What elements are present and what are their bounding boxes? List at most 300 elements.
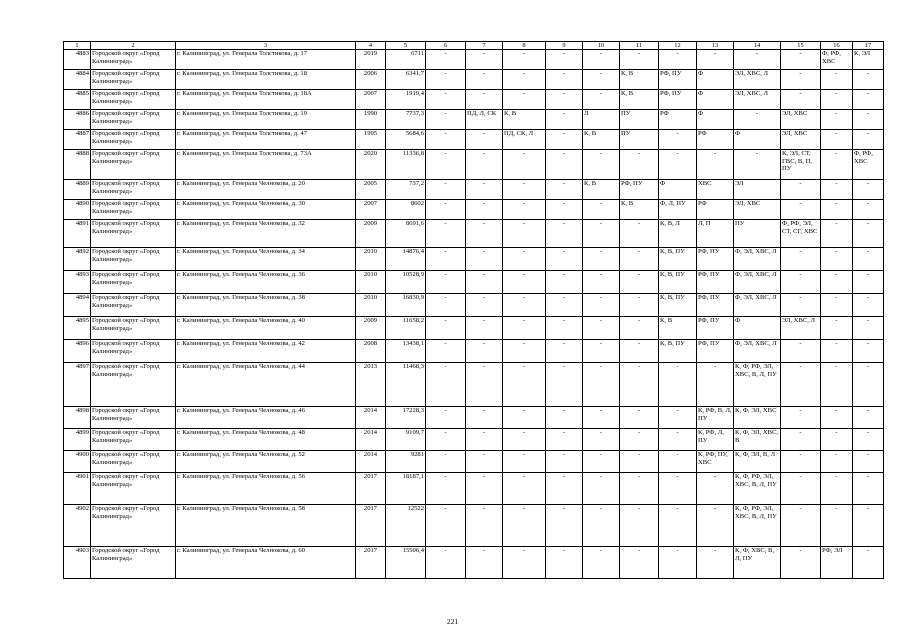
- table-row: [64, 429, 884, 451]
- table-cell-col-12: -: [659, 150, 697, 180]
- table-cell-col-4: 2009: [356, 317, 386, 340]
- table-cell-col-2: Городской округ «Город Калининград»: [91, 429, 176, 451]
- table-cell-col-8: -: [503, 271, 546, 294]
- table-cell-col-10: -: [583, 294, 620, 317]
- column-header-9: 9: [546, 42, 583, 50]
- row-number-cell: 4893: [64, 271, 91, 294]
- row-number-cell: 4902: [64, 505, 91, 547]
- table-row: [64, 547, 884, 579]
- table-cell-col-15: -: [781, 505, 821, 547]
- table-cell-col-17: -: [853, 505, 884, 547]
- table-cell-col-10: -: [583, 90, 620, 110]
- table-cell-col-11: -: [620, 505, 659, 547]
- table-cell-col-4: 2007: [356, 200, 386, 220]
- table-row: [64, 70, 884, 90]
- table-cell-col-5: 17228,3: [386, 407, 426, 429]
- table-cell-col-6: -: [426, 200, 466, 220]
- column-header-14: 14: [734, 42, 781, 50]
- table-cell-col-2: Городской округ «Город Калининград»: [91, 473, 176, 505]
- table-cell-col-17: -: [853, 248, 884, 271]
- column-header-8: 8: [503, 42, 546, 50]
- table-cell-col-13: К, РФ, ПУ, ХВС: [697, 451, 734, 473]
- table-cell-col-12: К, В, ПУ: [659, 294, 697, 317]
- column-header-6: 6: [426, 42, 466, 50]
- column-header-1: 1: [64, 42, 91, 50]
- table-cell-col-13: -: [697, 473, 734, 505]
- table-cell-col-17: -: [853, 200, 884, 220]
- table-cell-col-10: К, В: [583, 180, 620, 200]
- table-cell-col-9: -: [546, 429, 583, 451]
- row-number-cell: 4891: [64, 220, 91, 248]
- table-cell-col-8: -: [503, 317, 546, 340]
- table-cell-col-14: Ф, ЭЛ, ХВС, Л: [734, 340, 781, 363]
- table-cell-col-8: -: [503, 220, 546, 248]
- table-cell-col-7: -: [466, 473, 503, 505]
- table-cell-col-14: Ф: [734, 130, 781, 150]
- table-cell-col-7: -: [466, 50, 503, 70]
- table-body: [64, 50, 884, 579]
- table-cell-col-8: -: [503, 473, 546, 505]
- table-row: [64, 220, 884, 248]
- table-cell-col-12: К, В, ПУ: [659, 271, 697, 294]
- table-cell-col-6: -: [426, 180, 466, 200]
- table-cell-col-11: -: [620, 473, 659, 505]
- table-cell-col-6: -: [426, 248, 466, 271]
- table-row: [64, 248, 884, 271]
- table-cell-col-10: Л: [583, 110, 620, 130]
- table-cell-col-2: Городской округ «Город Калининград»: [91, 317, 176, 340]
- table-cell-col-4: 2019: [356, 50, 386, 70]
- table-cell-col-4: 1990: [356, 110, 386, 130]
- table-cell-col-10: -: [583, 429, 620, 451]
- table-cell-col-15: -: [781, 200, 821, 220]
- table-cell-col-6: -: [426, 505, 466, 547]
- table-cell-col-13: К, РФ, Л, ПУ: [697, 429, 734, 451]
- table-row: [64, 363, 884, 407]
- table-row: [64, 340, 884, 363]
- table-cell-col-6: -: [426, 110, 466, 130]
- table-cell-col-12: -: [659, 429, 697, 451]
- table-cell-col-12: РФ: [659, 110, 697, 130]
- table-cell-col-6: -: [426, 90, 466, 110]
- table-cell-col-2: Городской округ «Город Калининград»: [91, 50, 176, 70]
- table-cell-col-11: К, В: [620, 200, 659, 220]
- table-cell-col-16: -: [821, 294, 853, 317]
- table-cell-col-2: Городской округ «Город Калининград»: [91, 130, 176, 150]
- table-cell-col-10: -: [583, 451, 620, 473]
- table-cell-col-17: -: [853, 180, 884, 200]
- table-cell-col-14: ЭЛ: [734, 180, 781, 200]
- table-cell-col-13: Ф: [697, 110, 734, 130]
- table-cell-col-13: РФ, ПУ: [697, 271, 734, 294]
- table-cell-col-5: 11658,2: [386, 317, 426, 340]
- table-cell-col-5: 1919,4: [386, 90, 426, 110]
- table-cell-col-14: К, Ф, ЭЛ, ХВС, В: [734, 429, 781, 451]
- table-cell-col-17: -: [853, 130, 884, 150]
- table-cell-col-10: -: [583, 50, 620, 70]
- table-cell-col-12: К, В, ПУ: [659, 340, 697, 363]
- table-cell-col-11: -: [620, 271, 659, 294]
- table-row: [64, 50, 884, 70]
- table-cell-col-12: Ф: [659, 180, 697, 200]
- table-cell-col-6: -: [426, 220, 466, 248]
- table-cell-col-7: -: [466, 407, 503, 429]
- table-cell-col-4: 2010: [356, 248, 386, 271]
- table-cell-col-8: -: [503, 407, 546, 429]
- table-cell-col-3: г. Калининград, ул. Генерала Челнокова, д. 36: [176, 271, 356, 294]
- row-number-cell: 4899: [64, 429, 91, 451]
- register-table-container: [63, 41, 883, 579]
- table-cell-col-4: 2014: [356, 429, 386, 451]
- table-cell-col-3: г. Калининград, ул. Генерала Челнокова, д. 38: [176, 294, 356, 317]
- table-cell-col-5: 11336,8: [386, 150, 426, 180]
- table-cell-col-9: -: [546, 220, 583, 248]
- column-header-15: 15: [781, 42, 821, 50]
- table-cell-col-5: 5684,6: [386, 130, 426, 150]
- table-cell-col-4: 2017: [356, 505, 386, 547]
- table-cell-col-6: -: [426, 340, 466, 363]
- table-cell-col-15: ЭЛ, ХВС: [781, 110, 821, 130]
- column-header-17: 17: [853, 42, 884, 50]
- table-cell-col-3: г. Калининград, ул. Генерала Челнокова, д. 60: [176, 547, 356, 579]
- column-header-11: 11: [620, 42, 659, 50]
- table-cell-col-13: РФ, ПУ: [697, 248, 734, 271]
- table-cell-col-15: Ф, РФ, ЭЛ, СТ, СГ, ХВС: [781, 220, 821, 248]
- table-cell-col-17: -: [853, 429, 884, 451]
- row-number-cell: 4886: [64, 110, 91, 130]
- row-number-cell: 4903: [64, 547, 91, 579]
- table-cell-col-3: г. Калининград, ул. Генерала Толстикова, д. 73А: [176, 150, 356, 180]
- table-cell-col-11: -: [620, 340, 659, 363]
- table-cell-col-14: К, Ф, РФ, ЭЛ, ХВС, В, Л, ПУ: [734, 363, 781, 407]
- table-cell-col-4: 2007: [356, 90, 386, 110]
- table-cell-col-11: -: [620, 407, 659, 429]
- table-cell-col-16: -: [821, 505, 853, 547]
- row-number-cell: 4888: [64, 150, 91, 180]
- table-cell-col-14: К, Ф, ЭЛ, ХВС: [734, 407, 781, 429]
- table-cell-col-12: К, В, ПУ: [659, 248, 697, 271]
- table-cell-col-13: -: [697, 150, 734, 180]
- table-cell-col-10: -: [583, 363, 620, 407]
- table-cell-col-15: -: [781, 451, 821, 473]
- table-cell-col-10: -: [583, 505, 620, 547]
- table-cell-col-13: Ф: [697, 70, 734, 90]
- table-cell-col-9: -: [546, 407, 583, 429]
- table-cell-col-2: Городской округ «Город Калининград»: [91, 505, 176, 547]
- table-cell-col-10: -: [583, 547, 620, 579]
- table-cell-col-16: Ф, РФ, ХВС: [821, 50, 853, 70]
- table-cell-col-6: -: [426, 407, 466, 429]
- table-cell-col-7: -: [466, 505, 503, 547]
- table-cell-col-6: -: [426, 271, 466, 294]
- row-number-cell: 4901: [64, 473, 91, 505]
- table-cell-col-5: 8602: [386, 200, 426, 220]
- table-cell-col-14: К, Ф, РФ, ЭЛ, ХВС, В, Л, ПУ: [734, 473, 781, 505]
- table-cell-col-13: РФ, ПУ: [697, 294, 734, 317]
- table-cell-col-11: -: [620, 429, 659, 451]
- table-cell-col-15: К, ЭЛ, СТ, ГВС, В, П, ПУ: [781, 150, 821, 180]
- table-cell-col-7: -: [466, 70, 503, 90]
- table-cell-col-13: РФ: [697, 200, 734, 220]
- table-cell-col-3: г. Калининград, ул. Генерала Толстикова, д. 47: [176, 130, 356, 150]
- table-row: [64, 407, 884, 429]
- table-cell-col-9: -: [546, 110, 583, 130]
- table-cell-col-10: К, В: [583, 130, 620, 150]
- table-cell-col-3: г. Калининград, ул. Генерала Челнокова, д. 52: [176, 451, 356, 473]
- table-cell-col-11: -: [620, 317, 659, 340]
- table-cell-col-7: -: [466, 90, 503, 110]
- table-cell-col-16: -: [821, 340, 853, 363]
- table-cell-col-3: г. Калининград, ул. Генерала Челнокова, д. 48: [176, 429, 356, 451]
- table-cell-col-17: -: [853, 340, 884, 363]
- table-cell-col-7: -: [466, 150, 503, 180]
- table-cell-col-13: -: [697, 505, 734, 547]
- table-row: [64, 130, 884, 150]
- table-cell-col-14: Ф, ЭЛ, ХВС, Л: [734, 294, 781, 317]
- table-cell-col-16: -: [821, 70, 853, 90]
- table-cell-col-16: -: [821, 110, 853, 130]
- table-cell-col-8: -: [503, 547, 546, 579]
- table-cell-col-12: -: [659, 130, 697, 150]
- table-cell-col-14: Ф: [734, 317, 781, 340]
- table-cell-col-14: ЭЛ, ХВС, Л: [734, 70, 781, 90]
- table-cell-col-14: ПУ: [734, 220, 781, 248]
- table-cell-col-5: 15506,4: [386, 547, 426, 579]
- table-cell-col-15: -: [781, 429, 821, 451]
- table-cell-col-2: Городской округ «Город Калининград»: [91, 294, 176, 317]
- table-cell-col-9: -: [546, 294, 583, 317]
- table-cell-col-9: -: [546, 451, 583, 473]
- table-cell-col-7: -: [466, 220, 503, 248]
- table-cell-col-2: Городской округ «Город Калининград»: [91, 248, 176, 271]
- table-cell-col-5: 18187,1: [386, 473, 426, 505]
- table-cell-col-4: 2017: [356, 547, 386, 579]
- column-header-3: 3: [176, 42, 356, 50]
- table-cell-col-7: -: [466, 363, 503, 407]
- table-cell-col-3: г. Калининград, ул. Генерала Толстикова, д. 17: [176, 50, 356, 70]
- table-cell-col-14: ЭЛ, ХВС, Л: [734, 90, 781, 110]
- table-cell-col-14: -: [734, 150, 781, 180]
- table-cell-col-8: -: [503, 90, 546, 110]
- table-cell-col-16: РФ, ЭЛ: [821, 547, 853, 579]
- table-cell-col-17: -: [853, 363, 884, 407]
- row-number-cell: 4890: [64, 200, 91, 220]
- table-cell-col-7: -: [466, 294, 503, 317]
- page-number: 221: [446, 617, 459, 626]
- column-header-5: 5: [386, 42, 426, 50]
- table-cell-col-9: -: [546, 50, 583, 70]
- table-cell-col-4: 2008: [356, 340, 386, 363]
- table-cell-col-12: РФ, ПУ: [659, 70, 697, 90]
- table-cell-col-10: -: [583, 200, 620, 220]
- table-cell-col-11: РФ, ПУ: [620, 180, 659, 200]
- table-cell-col-2: Городской округ «Город Калининград»: [91, 70, 176, 90]
- table-cell-col-15: -: [781, 180, 821, 200]
- column-header-10: 10: [583, 42, 620, 50]
- table-cell-col-11: -: [620, 50, 659, 70]
- table-cell-col-8: -: [503, 150, 546, 180]
- row-number-cell: 4884: [64, 70, 91, 90]
- table-cell-col-3: г. Калининград, ул. Генерала Толстикова, д. 18: [176, 70, 356, 90]
- table-row: [64, 317, 884, 340]
- table-cell-col-13: РФ, ПУ: [697, 317, 734, 340]
- table-cell-col-9: -: [546, 363, 583, 407]
- table-cell-col-4: 2010: [356, 294, 386, 317]
- table-cell-col-2: Городской округ «Город Калининград»: [91, 200, 176, 220]
- table-cell-col-7: -: [466, 180, 503, 200]
- table-cell-col-17: -: [853, 70, 884, 90]
- table-cell-col-11: ПУ: [620, 130, 659, 150]
- table-cell-col-8: -: [503, 248, 546, 271]
- table-cell-col-10: -: [583, 70, 620, 90]
- table-cell-col-5: 11468,3: [386, 363, 426, 407]
- row-number-cell: 4898: [64, 407, 91, 429]
- table-cell-col-5: 737,2: [386, 180, 426, 200]
- table-cell-col-9: -: [546, 248, 583, 271]
- row-number-cell: 4889: [64, 180, 91, 200]
- housing-register-table: [63, 41, 884, 579]
- table-cell-col-12: К, В: [659, 317, 697, 340]
- table-cell-col-5: 13438,1: [386, 340, 426, 363]
- table-cell-col-17: -: [853, 220, 884, 248]
- table-cell-col-11: -: [620, 294, 659, 317]
- table-cell-col-7: -: [466, 451, 503, 473]
- row-number-cell: 4892: [64, 248, 91, 271]
- table-row: [64, 200, 884, 220]
- table-cell-col-7: -: [466, 271, 503, 294]
- table-cell-col-13: -: [697, 363, 734, 407]
- table-cell-col-9: -: [546, 130, 583, 150]
- column-header-7: 7: [466, 42, 503, 50]
- table-cell-col-15: -: [781, 363, 821, 407]
- table-cell-col-5: 12522: [386, 505, 426, 547]
- table-cell-col-9: -: [546, 505, 583, 547]
- table-cell-col-3: г. Калининград, ул. Генерала Челнокова, д. 56: [176, 473, 356, 505]
- table-cell-col-11: -: [620, 451, 659, 473]
- table-cell-col-5: 14876,4: [386, 248, 426, 271]
- table-cell-col-15: -: [781, 70, 821, 90]
- table-cell-col-16: -: [821, 271, 853, 294]
- table-cell-col-8: -: [503, 294, 546, 317]
- table-cell-col-16: -: [821, 90, 853, 110]
- table-cell-col-15: ЭЛ, ХВС, Л: [781, 317, 821, 340]
- table-cell-col-3: г. Калининград, ул. Генерала Толстикова, д. 18А: [176, 90, 356, 110]
- table-cell-col-7: -: [466, 130, 503, 150]
- table-cell-col-12: К, В, Л: [659, 220, 697, 248]
- table-cell-col-10: -: [583, 248, 620, 271]
- table-cell-col-2: Городской округ «Город Калининград»: [91, 271, 176, 294]
- table-cell-col-13: -: [697, 547, 734, 579]
- table-cell-col-4: 1995: [356, 130, 386, 150]
- table-cell-col-13: -: [697, 50, 734, 70]
- table-cell-col-2: Городской округ «Город Калининград»: [91, 363, 176, 407]
- table-cell-col-15: -: [781, 294, 821, 317]
- row-number-cell: 4900: [64, 451, 91, 473]
- table-cell-col-4: 2006: [356, 70, 386, 90]
- table-cell-col-13: РФ: [697, 130, 734, 150]
- table-cell-col-5: 16830,9: [386, 294, 426, 317]
- table-cell-col-6: -: [426, 130, 466, 150]
- table-cell-col-10: -: [583, 473, 620, 505]
- table-cell-col-12: -: [659, 451, 697, 473]
- table-cell-col-2: Городской округ «Город Калининград»: [91, 90, 176, 110]
- table-cell-col-4: 2009: [356, 220, 386, 248]
- table-cell-col-16: -: [821, 317, 853, 340]
- table-cell-col-3: г. Калининград, ул. Генерала Челнокова, д. 32: [176, 220, 356, 248]
- table-cell-col-15: -: [781, 473, 821, 505]
- table-cell-col-16: -: [821, 407, 853, 429]
- table-cell-col-17: -: [853, 451, 884, 473]
- table-cell-col-3: г. Калининград, ул. Генерала Челнокова, д. 20: [176, 180, 356, 200]
- table-cell-col-2: Городской округ «Город Калининград»: [91, 220, 176, 248]
- table-cell-col-16: -: [821, 248, 853, 271]
- row-number-cell: 4887: [64, 130, 91, 150]
- table-cell-col-5: 6711: [386, 50, 426, 70]
- table-cell-col-16: -: [821, 200, 853, 220]
- table-cell-col-12: РФ, ПУ: [659, 90, 697, 110]
- table-cell-col-14: -: [734, 110, 781, 130]
- table-cell-col-3: г. Калининград, ул. Генерала Челнокова, д. 30: [176, 200, 356, 220]
- table-cell-col-11: К, В: [620, 90, 659, 110]
- table-cell-col-6: -: [426, 70, 466, 90]
- row-number-cell: 4883: [64, 50, 91, 70]
- table-cell-col-9: -: [546, 317, 583, 340]
- table-cell-col-3: г. Калининград, ул. Генерала Челнокова, д. 58: [176, 505, 356, 547]
- table-cell-col-8: ПД, СК, Л: [503, 130, 546, 150]
- column-number-row: [64, 42, 884, 50]
- table-cell-col-2: Городской округ «Город Калининград»: [91, 547, 176, 579]
- table-cell-col-4: 2014: [356, 407, 386, 429]
- table-cell-col-9: -: [546, 271, 583, 294]
- table-cell-col-8: -: [503, 200, 546, 220]
- table-cell-col-14: ЭЛ, ХВС: [734, 200, 781, 220]
- table-cell-col-12: -: [659, 505, 697, 547]
- table-cell-col-14: К, Ф, РФ, ЭЛ, ХВС, В, Л, ПУ: [734, 505, 781, 547]
- table-cell-col-17: -: [853, 271, 884, 294]
- table-cell-col-6: -: [426, 547, 466, 579]
- table-cell-col-5: 8691,6: [386, 220, 426, 248]
- table-cell-col-11: К, В: [620, 70, 659, 90]
- table-cell-col-12: -: [659, 473, 697, 505]
- table-cell-col-12: -: [659, 547, 697, 579]
- table-cell-col-10: -: [583, 317, 620, 340]
- table-cell-col-8: -: [503, 429, 546, 451]
- table-cell-col-5: 9281: [386, 451, 426, 473]
- table-cell-col-3: г. Калининград, ул. Генерала Толстикова, д. 19: [176, 110, 356, 130]
- table-cell-col-14: -: [734, 50, 781, 70]
- row-number-cell: 4895: [64, 317, 91, 340]
- row-number-cell: 4897: [64, 363, 91, 407]
- table-cell-col-7: ПД, Л, СК: [466, 110, 503, 130]
- table-cell-col-3: г. Калининград, ул. Генерала Челнокова, д. 46: [176, 407, 356, 429]
- table-cell-col-15: ЭЛ, ХВС: [781, 130, 821, 150]
- table-cell-col-17: Ф, РФ, ХВС: [853, 150, 884, 180]
- table-cell-col-12: -: [659, 50, 697, 70]
- table-cell-col-6: -: [426, 451, 466, 473]
- table-row: [64, 505, 884, 547]
- table-cell-col-13: Ф: [697, 90, 734, 110]
- column-header-13: 13: [697, 42, 734, 50]
- table-cell-col-13: Л, П: [697, 220, 734, 248]
- table-cell-col-10: -: [583, 220, 620, 248]
- table-cell-col-8: -: [503, 340, 546, 363]
- table-cell-col-14: К, Ф, ХВС, В, Л, ПУ: [734, 547, 781, 579]
- table-cell-col-16: -: [821, 473, 853, 505]
- table-cell-col-16: -: [821, 220, 853, 248]
- table-cell-col-7: -: [466, 248, 503, 271]
- column-header-4: 4: [356, 42, 386, 50]
- table-cell-col-17: -: [853, 90, 884, 110]
